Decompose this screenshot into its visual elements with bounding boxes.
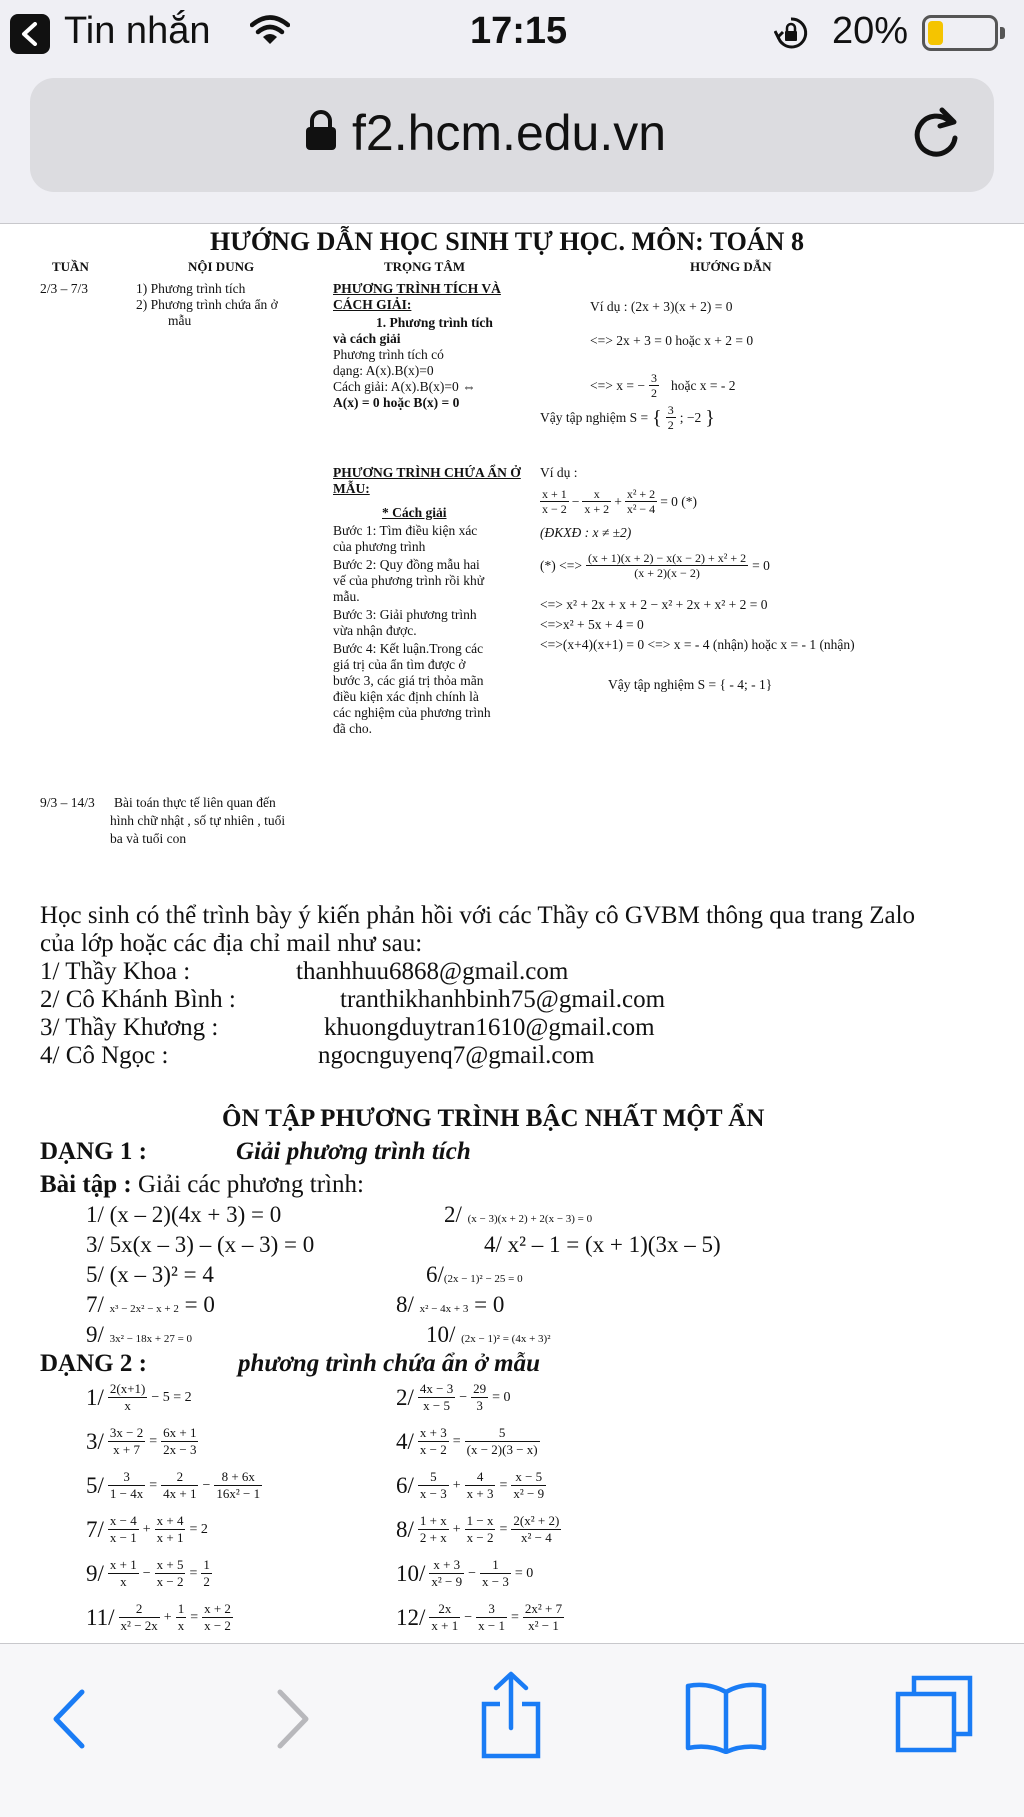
fraction: $\frac{5}{(x - 2)(3 - x)}$ — [466, 1425, 538, 1457]
fraction-problem-label: 12/ — [396, 1604, 426, 1630]
step4d: điều kiện xác định chính là — [333, 689, 479, 704]
fraction-problem-3: 3/ $\frac{3x - 2}{x + 7}$ = $\frac{6x + 1}{2x - 3}$ — [86, 1425, 197, 1457]
fraction-problem-8: 8/ 1 + x 2 + x + $\frac{1 - x}{x - 2}$ = $\frac{\text{2(x² + 2)}}{\text{x² − 4}}$ — [396, 1513, 560, 1545]
back-arrow-icon[interactable] — [10, 14, 50, 54]
fraction: $\frac{1}{x - 3}$ — [482, 1557, 509, 1589]
fraction: x − 4 x − 1 — [109, 1513, 137, 1545]
guide-common-denom: (*) <=> $\frac{\text{(x + 1)(x + 2) − x(x − 2) + x² + 2}}{(x + 2)(x - 2)}$ = 0 — [540, 551, 770, 580]
share-icon[interactable] — [478, 1670, 544, 1765]
eq-6-label: 6/ — [426, 1262, 444, 1287]
doc-title: HƯỚNG DẪN HỌC SINH TỰ HỌC. MÔN: TOÁN 8 — [210, 227, 804, 256]
fraction: $\frac{3}{1 - 4x}$ — [109, 1469, 144, 1501]
step4e: các nghiệm của phương trình — [333, 705, 491, 720]
document-page — [0, 225, 1024, 1643]
focus1-sub: 1. Phương trình tích — [376, 315, 493, 330]
fraction: x + 3 x² − 9 — [431, 1557, 463, 1589]
fraction-problem-label: 3/ — [86, 1428, 104, 1454]
fraction: $\frac{\text{2(x² + 2)}}{\text{x² − 4}}$ — [513, 1513, 560, 1545]
fraction-problem-label: 8/ — [396, 1516, 414, 1542]
guide-example1: Ví dụ : (2x + 3)(x + 2) = 0 — [590, 299, 733, 314]
focus2-sub: * Cách giải — [382, 505, 447, 520]
feedback-line1: Học sinh có thể trình bày ý kiến phản hồi với các Thầy cô GVBM thông qua trang Zalo — [40, 902, 916, 929]
eq-7-label: 7/ — [86, 1292, 104, 1317]
eq-8-end: = 0 — [474, 1292, 505, 1317]
review-title: ÔN TẬP PHƯƠNG TRÌNH BẬC NHẤT MỘT ẨN — [222, 1105, 765, 1132]
focus1-sub2: và cách giải — [333, 331, 401, 346]
browser-toolbar — [0, 1643, 1024, 1817]
fraction: x + 1 x — [109, 1557, 137, 1589]
contact-email-3[interactable]: khuongduytran1610@gmail.com — [324, 1014, 655, 1041]
eq-7-value: x³ − 2x² − x + 2 — [109, 1303, 179, 1315]
header-huong-dan: HƯỚNG DẪN — [690, 259, 772, 274]
lock-icon — [304, 108, 338, 157]
row1-content-2: 2) Phương trình chứa ẩn ở — [136, 297, 278, 312]
step1: Bước 1: Tìm điều kiện xác — [333, 523, 478, 538]
contact-email-2[interactable]: tranthikhanhbinh75@gmail.com — [340, 986, 666, 1013]
fraction-problem-label: 11/ — [86, 1604, 115, 1630]
fraction: $\frac{\text{2x² + 7}}{\text{x² − 1}}$ — [524, 1601, 563, 1633]
header-trong-tam: TRỌNG TÂM — [384, 259, 466, 274]
fraction: $\frac{1}{2}$ — [203, 1557, 210, 1589]
eq-1: 1/ (x – 2)(4x + 3) = 0 — [86, 1202, 282, 1227]
back-icon[interactable] — [44, 1684, 94, 1759]
contact-name-3: 3/ Thầy Khương : — [40, 1014, 219, 1041]
eq-8 — [396, 1291, 504, 1323]
fraction-problem-6: 6/ 5 x − 3 + $\frac{4}{x + 3}$ = $\frac{x - 5}{\text{x² − 9}}$ — [396, 1469, 545, 1501]
step3: Bước 3: Giải phương trình — [333, 607, 477, 622]
row2-content-1: Bài toán thực tế liên quan đến — [114, 795, 276, 810]
forward-icon[interactable] — [268, 1684, 318, 1759]
row2-content-3: ba và tuổi con — [110, 831, 187, 846]
eq-6 — [426, 1261, 523, 1293]
fraction: 2x x + 1 — [431, 1601, 459, 1633]
contact-email-1[interactable]: thanhhuu6868@gmail.com — [296, 958, 569, 985]
fraction: $\frac{29}{3}$ — [473, 1381, 487, 1413]
focus1-line2: dạng: A(x).B(x)=0 — [333, 363, 434, 378]
focus1-line3: Cách giải: A(x).B(x)=0 ⇔ — [333, 379, 476, 394]
fraction: $\frac{x + 4}{x + 1}$ — [156, 1513, 184, 1545]
row1-week: 2/3 – 7/3 — [40, 281, 89, 296]
step4: Bước 4: Kết luận.Trong các — [333, 641, 484, 656]
reload-icon[interactable] — [910, 104, 962, 165]
fraction: $\frac{4}{x + 3}$ — [466, 1469, 494, 1501]
eq-7 — [86, 1291, 215, 1323]
eq-10-value: (2x − 1)² = (4x + 3)² — [461, 1333, 551, 1345]
battery-percent: 20% — [832, 10, 909, 52]
fraction-problem-1: 1/ 2(x+1) x − 5 = 2 — [86, 1381, 192, 1413]
eq-4: 4/ x² – 1 = (x + 1)(3x – 5) — [484, 1232, 721, 1257]
eq-7-end: = 0 — [184, 1292, 215, 1317]
eq-6-value: (2x − 1)² − 25 = 0 — [443, 1273, 523, 1285]
eq-5: 5/ (x – 3)² = 4 — [86, 1262, 214, 1287]
row2-week: 9/3 – 14/3 — [40, 795, 95, 810]
step2b: vế của phương trình rồi khử — [333, 573, 485, 588]
fraction-problem-10: 10/ x + 3 x² − 9 − $\frac{1}{x - 3}$ = 0 — [396, 1557, 534, 1589]
row1-content-2b: mẫu — [168, 313, 192, 328]
address-bar[interactable] — [30, 78, 994, 192]
eq-9-value: 3x² − 18x + 27 = 0 — [109, 1333, 193, 1345]
fraction-problem-4: 4/ $\frac{x + 3}{x - 2}$ = $\frac{5}{(x - 2)(3 - x)}$ — [396, 1425, 538, 1457]
fraction: $\frac{x - 5}{\text{x² − 9}}$ — [513, 1469, 545, 1501]
fraction-problem-label: 6/ — [396, 1472, 414, 1498]
row2-content-2: hình chữ nhật , số tự nhiên , tuổi — [110, 813, 286, 828]
fraction-problem-11: 11/ 2 x² − 2x + $\frac{1}{x}$ = $\frac{x + 2}{x - 2}$ — [86, 1601, 231, 1633]
fraction-problem-5: 5/ $\frac{3}{1 - 4x}$ = $\frac{2}{4x + 1}$ − $\frac{8 + 6x}{\text{16x² − 1}}$ — [86, 1469, 261, 1501]
fraction-problem-label: 10/ — [396, 1560, 426, 1586]
step1b: của phương trình — [333, 539, 426, 554]
step4c: bước 3, các giá trị thỏa mãn — [333, 673, 484, 688]
feedback-line2: của lớp hoặc các địa chỉ mail như sau: — [40, 930, 423, 957]
guide-solution2: Vậy tập nghiệm S = { - 4; - 1} — [608, 677, 773, 692]
fraction: $\frac{x + 2}{x - 2}$ — [204, 1601, 231, 1633]
guide-factor: <=>(x+4)(x+1) = 0 <=> x = - 4 (nhận) hoặc x = - 1 (nhận) — [540, 637, 855, 652]
battery-icon — [922, 15, 998, 51]
focus1-title: PHƯƠNG TRÌNH TÍCH VÀ CÁCH GIẢI: — [333, 281, 501, 312]
step4b: giá trị của ẩn tìm được ở — [333, 657, 466, 672]
contact-name-1: 1/ Thầy Khoa : — [40, 958, 191, 985]
focus1-line1: Phương trình tích có — [333, 347, 444, 362]
eq-2-value: (x − 3)(x + 2) + 2(x − 3) = 0 — [467, 1213, 593, 1225]
fraction-problem-label: 7/ — [86, 1516, 104, 1542]
fraction: 2 x² − 2x — [120, 1601, 158, 1633]
row1-content-1: 1) Phương trình tích — [136, 281, 246, 296]
clock: 17:15 — [470, 10, 568, 52]
status-bar — [0, 0, 1024, 64]
fraction-problem-label: 4/ — [396, 1428, 414, 1454]
battery-tip — [1000, 27, 1005, 39]
exercise-text: Giải các phương trình: — [137, 1171, 364, 1198]
fraction: $\frac{1 - x}{x - 2}$ — [466, 1513, 494, 1545]
back-app-label[interactable]: Tin nhắn — [64, 10, 211, 52]
fraction: $\frac{8 + 6x}{\text{16x² − 1}}$ — [216, 1469, 261, 1501]
fraction-problem-7: 7/ x − 4 x − 1 + $\frac{x + 4}{x + 1}$ = 2 — [86, 1513, 208, 1545]
fraction-problem-label: 5/ — [86, 1472, 104, 1498]
focus1-line4: A(x) = 0 hoặc B(x) = 0 — [333, 395, 460, 410]
guide-equation2: $\frac{x + 1}{x - 2}$ − $\frac{x}{x + 2}$ + $\frac{\text{x² + 2}}{\text{x² − 4}}$ = 0 (*) — [542, 487, 698, 516]
fraction: $\frac{x + 5}{x - 2}$ — [156, 1557, 184, 1589]
orientation-lock-icon — [774, 16, 808, 55]
contact-name-4: 4/ Cô Ngọc : — [40, 1042, 169, 1069]
tabs-icon[interactable] — [894, 1674, 974, 1759]
url-text[interactable]: f2.hcm.edu.vn — [352, 105, 667, 161]
contact-email-4[interactable]: ngocnguyenq7@gmail.com — [318, 1042, 595, 1069]
guide-solution1-label: Vậy tập nghiệm S = — [540, 409, 649, 425]
eq-9 — [86, 1321, 192, 1353]
eq-8-value: x² − 4x + 3 — [419, 1303, 469, 1315]
guide-step2: <=> x = − $\frac{3}{2}$ hoặc x = - 2 — [590, 371, 736, 400]
fraction-problem-2: 2/ 4x − 3 x − 5 − $\frac{29}{3}$ = 0 — [396, 1381, 511, 1413]
step3b: vừa nhận được. — [333, 623, 417, 638]
guide-step2-a: <=> x = − — [590, 377, 645, 393]
wifi-icon — [250, 14, 290, 51]
eq-2-label: 2/ — [444, 1202, 462, 1227]
fraction: $\frac{3}{x - 1}$ — [478, 1601, 505, 1633]
eq-9-label: 9/ — [86, 1322, 104, 1347]
eq-3: 3/ 5x(x – 3) – (x – 3) = 0 — [86, 1232, 315, 1257]
bookmarks-icon[interactable] — [684, 1678, 768, 1759]
fraction: $\frac{x + 3}{x - 2}$ — [419, 1425, 447, 1457]
fraction: $\frac{3x - 2}{x + 7}$ — [109, 1425, 144, 1457]
header-noi-dung: NỘI DUNG — [188, 259, 255, 274]
exercise-label: Bài tập : — [40, 1171, 132, 1198]
guide-expand: <=> x² + 2x + x + 2 − x² + 2x + x² + 2 = 0 — [540, 597, 768, 612]
fraction: 1 + x 2 + x — [419, 1513, 447, 1545]
step2c: mẫu. — [333, 589, 360, 604]
exercise-line — [40, 1171, 364, 1199]
fraction-problem-12: 12/ 2x x + 1 − $\frac{3}{x - 1}$ = $\frac{\text{2x² + 7}}{\text{x² − 1}}$ — [396, 1601, 563, 1633]
fraction-problem-label: 2/ — [396, 1384, 414, 1410]
dang1-label: DẠNG 1 : — [40, 1138, 147, 1165]
fraction: 5 x − 3 — [419, 1469, 447, 1501]
guide-solution1: Vậy tập nghiệm S = { $\frac{3}{2}$ ; −2 } — [540, 403, 715, 432]
dang1-title: Giải phương trình tích — [236, 1138, 471, 1165]
dang2-title: phương trình chứa ẩn ở mẫu — [238, 1350, 541, 1377]
fraction: $\frac{2}{4x + 1}$ — [163, 1469, 197, 1501]
guide-dkxd: (ĐKXĐ : x ≠ ±2) — [540, 525, 632, 540]
fraction: $\frac{6x + 1}{2x - 3}$ — [163, 1425, 197, 1457]
guide-simplify: <=>x² + 5x + 4 = 0 — [540, 617, 644, 632]
eq-10 — [426, 1321, 551, 1353]
guide-common-denom-label: (*) <=> — [540, 557, 582, 573]
dang2-label: DẠNG 2 : — [40, 1350, 147, 1377]
fraction-problem-9: 9/ x + 1 x − $\frac{x + 5}{x - 2}$ = $\frac{1}{2}$ — [86, 1557, 210, 1589]
fraction: 2(x+1) x — [109, 1381, 146, 1413]
fraction: $\frac{1}{x}$ — [177, 1601, 185, 1633]
guide-step2-b: hoặc x = - 2 — [670, 377, 736, 393]
contact-name-2: 2/ Cô Khánh Bình : — [40, 986, 236, 1013]
step2: Bước 2: Quy đồng mẫu hai — [333, 557, 480, 572]
browser-navbar — [0, 64, 1024, 224]
eq-10-label: 10/ — [426, 1322, 456, 1347]
guide-step1: <=> 2x + 3 = 0 hoặc x + 2 = 0 — [590, 333, 754, 348]
fraction: 4x − 3 x − 5 — [419, 1381, 454, 1413]
fraction-problem-label: 9/ — [86, 1560, 104, 1586]
header-tuan: TUẦN — [52, 259, 89, 274]
focus2-title: PHƯƠNG TRÌNH CHỨA ẨN Ở MẪU: — [333, 465, 521, 496]
fraction-problem-label: 1/ — [86, 1384, 104, 1410]
step4f: đã cho. — [333, 721, 372, 736]
eq-2 — [444, 1201, 592, 1233]
eq-8-label: 8/ — [396, 1292, 414, 1317]
guide-example2: Ví dụ : — [540, 465, 578, 480]
